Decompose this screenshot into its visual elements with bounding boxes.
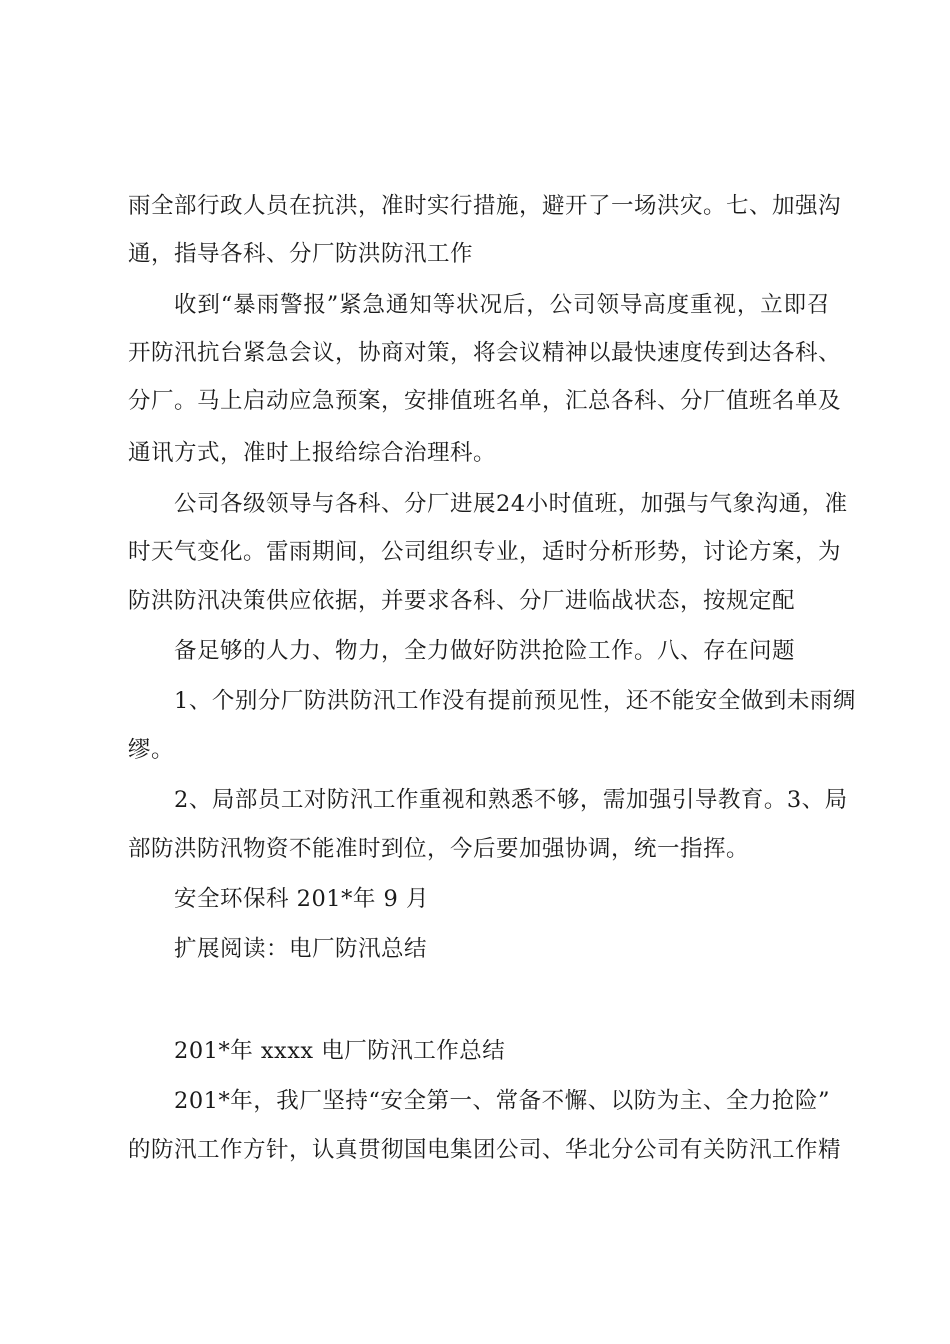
- text-line: 分厂。马上启动应急预案，安排值班名单，汇总各科、分厂值班名单及: [128, 388, 842, 414]
- paragraph-line: 2、局部员工对防汛工作重视和熟悉不够，需加强引导教育。3、局: [174, 787, 848, 813]
- paragraph-line: 公司各级领导与各科、分厂进展24小时值班，加强与气象沟通，准: [174, 491, 848, 517]
- text-line: 时天气变化。雷雨期间，公司组织专业，适时分析形势，讨论方案，为: [128, 539, 842, 565]
- text-line: 通讯方式，准时上报给综合治理科。: [128, 440, 497, 466]
- paragraph-line: 收到“暴雨警报”紧急通知等状况后，公司领导高度重视，立即召: [174, 292, 830, 318]
- extended-reading-heading: 扩展阅读：电厂防汛总结: [174, 936, 428, 962]
- text-line: 通，指导各科、分厂防洪防汛工作: [128, 241, 474, 267]
- text-line: 的防汛工作方针，认真贯彻国电集团公司、华北分公司有关防汛工作精: [128, 1137, 842, 1163]
- text-line: 缪。: [128, 737, 175, 763]
- text-line: 雨全部行政人员在抗洪，准时实行措施，避开了一场洪灾。七、加强沟: [128, 193, 842, 219]
- paragraph-line: 备足够的人力、物力，全力做好防洪抢险工作。八、存在问题: [174, 638, 796, 664]
- paragraph-line: 201*年，我厂坚持“安全第一、常备不懈、以防为主、全力抢险”: [174, 1088, 830, 1114]
- paragraph-line: 1、个别分厂防洪防汛工作没有提前预见性，还不能安全做到未雨绸: [174, 688, 856, 714]
- text-line: 部防洪防汛物资不能准时到位，今后要加强协调，统一指挥。: [128, 836, 750, 862]
- text-line: 开防汛抗台紧急会议，协商对策，将会议精神以最快速度传到达各科、: [128, 340, 842, 366]
- signature-line: 安全环保科 201*年 9 月: [174, 886, 429, 912]
- text-line: 防洪防汛决策供应依据，并要求各科、分厂进临战状态，按规定配: [128, 588, 796, 614]
- section-title: 201*年 xxxx 电厂防汛工作总结: [174, 1038, 506, 1064]
